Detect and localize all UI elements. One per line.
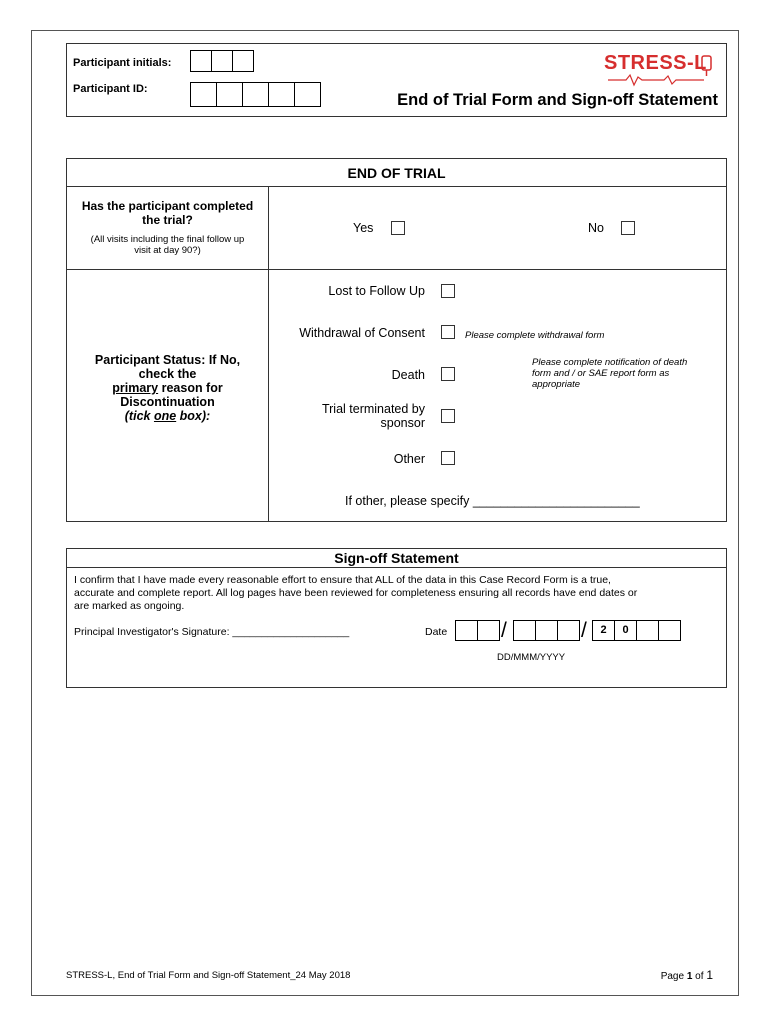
- date-label: Date: [425, 626, 448, 638]
- signoff-heading: Sign-off Statement: [67, 549, 726, 568]
- date-box[interactable]: [513, 620, 536, 641]
- footer-document-name: STRESS-L, End of Trial Form and Sign-off Statement_24 May 2018: [66, 970, 351, 981]
- footer-page-number: Page 1 of 1: [660, 968, 713, 982]
- iv-bag-icon: [700, 54, 714, 78]
- id-box[interactable]: [190, 82, 217, 107]
- date-slash: /: [501, 619, 507, 642]
- death-note: Please complete notification of death form and / or SAE report form as appropriate: [532, 357, 688, 390]
- date-box[interactable]: [636, 620, 659, 641]
- date-box[interactable]: [658, 620, 681, 641]
- column-divider: [268, 187, 269, 521]
- id-box[interactable]: [216, 82, 243, 107]
- form-title: End of Trial Form and Sign-off Statement: [397, 91, 718, 109]
- date-year-boxes[interactable]: [592, 620, 680, 641]
- completed-trial-question: Has the participant completed the trial?: [81, 199, 254, 227]
- trial-terminated-checkbox[interactable]: [441, 409, 455, 423]
- signoff-section: [66, 548, 727, 688]
- participant-status-question: Participant Status: If No, check the primary reason for Discontinuation (tick one box):: [94, 353, 241, 423]
- date-slash: /: [581, 619, 587, 642]
- stress-l-logo: [604, 52, 714, 84]
- id-box[interactable]: [294, 82, 321, 107]
- death-label: Death: [391, 368, 425, 382]
- date-day-boxes[interactable]: [455, 620, 499, 641]
- date-format-hint: DD/MMM/YYYY: [497, 652, 566, 663]
- withdrawal-note: Please complete withdrawal form: [465, 330, 605, 341]
- end-of-trial-heading: END OF TRIAL: [67, 159, 726, 187]
- other-checkbox[interactable]: [441, 451, 455, 465]
- initials-box[interactable]: [232, 50, 254, 72]
- row-divider: [67, 269, 726, 270]
- lost-to-follow-up-checkbox[interactable]: [441, 284, 455, 298]
- death-checkbox[interactable]: [441, 367, 455, 381]
- initials-label: Participant initials:: [73, 57, 172, 69]
- logo-text: STRESS-L: [604, 52, 707, 74]
- date-box[interactable]: [477, 620, 500, 641]
- no-label: No: [588, 221, 604, 235]
- signoff-statement: I confirm that I have made every reasonable effort to ensure that ALL of the data in this Case Record Form is a true, accurate and complete report. All log pages have been reviewed for completeness ensuring all records have end dates or are marked as ongoing.: [74, 574, 638, 612]
- yes-label: Yes: [353, 221, 374, 235]
- end-of-trial-section: [66, 158, 727, 522]
- date-month-boxes[interactable]: [513, 620, 579, 641]
- date-box[interactable]: [535, 620, 558, 641]
- participant-id-label: Participant ID:: [73, 83, 148, 95]
- id-box[interactable]: [242, 82, 269, 107]
- date-box: 2: [592, 620, 615, 641]
- other-label: Other: [393, 452, 425, 466]
- lost-to-follow-up-label: Lost to Follow Up: [328, 284, 425, 298]
- other-specify-field[interactable]: If other, please specify ________________________: [345, 494, 640, 508]
- date-box[interactable]: [557, 620, 580, 641]
- date-box: 0: [614, 620, 637, 641]
- signature-field[interactable]: Principal Investigator's Signature: ____________________: [74, 626, 350, 638]
- completed-trial-note: (All visits including the final follow up visit at day 90?): [90, 234, 245, 256]
- date-box[interactable]: [455, 620, 478, 641]
- heartbeat-line-icon: [604, 73, 714, 87]
- no-checkbox[interactable]: [621, 221, 635, 235]
- id-box[interactable]: [268, 82, 295, 107]
- participant-id-boxes[interactable]: [190, 82, 320, 107]
- yes-checkbox[interactable]: [391, 221, 405, 235]
- initials-boxes[interactable]: [190, 50, 253, 72]
- withdrawal-of-consent-label: Withdrawal of Consent: [299, 326, 425, 340]
- initials-box[interactable]: [211, 50, 233, 72]
- withdrawal-of-consent-checkbox[interactable]: [441, 325, 455, 339]
- trial-terminated-label: Trial terminated by sponsor: [321, 402, 425, 430]
- header-box: [66, 43, 727, 117]
- initials-box[interactable]: [190, 50, 212, 72]
